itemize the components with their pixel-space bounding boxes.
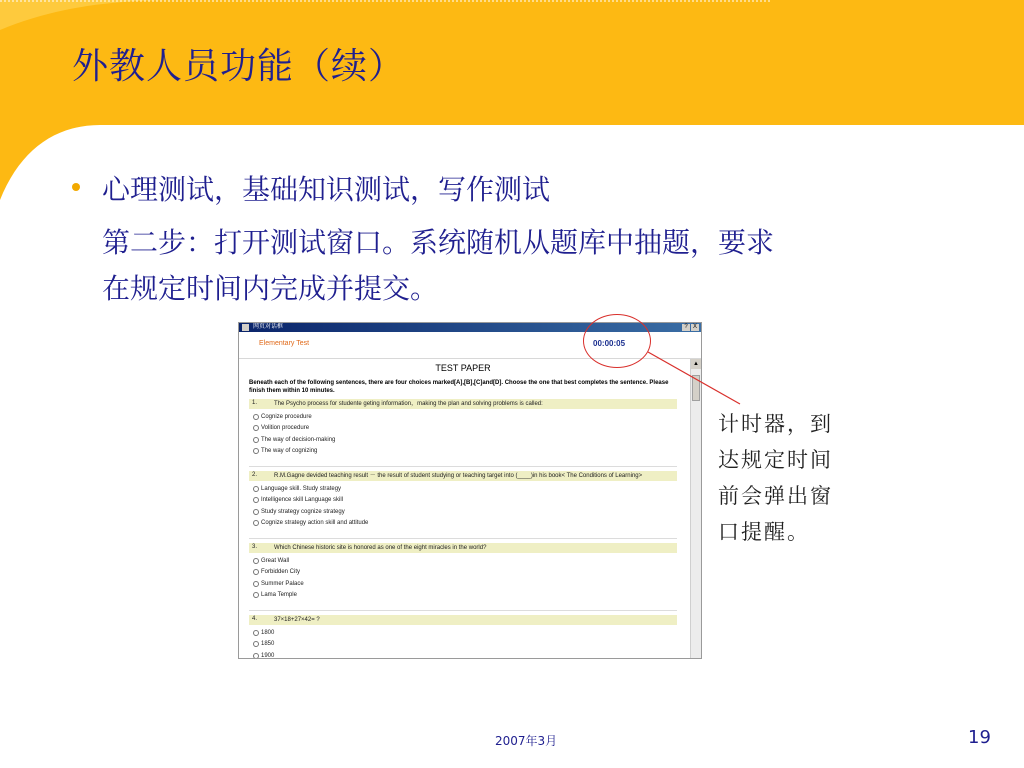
option-label: Forbidden City xyxy=(261,569,301,576)
option-label: The way of cognizing xyxy=(261,448,318,455)
question-number: 4. xyxy=(252,616,258,622)
callout-line: 口提醒。 xyxy=(718,520,810,544)
option-label: Study strategy cognize strategy xyxy=(261,508,345,515)
option-label: Intelligence skill Language skill xyxy=(261,497,344,504)
option-label: Volition procedure xyxy=(261,425,310,432)
test-instructions: Beneath each of the following sentences, there are four choices marked[A],[B],[C]and[D]. Choose the one that best completes the sentence. Please finish them within 10 minutes. xyxy=(249,380,669,394)
option-label: 1800 xyxy=(261,629,275,636)
slide-title: 外教人员功能（续） xyxy=(72,46,406,87)
question-text: 37×18+27×42= ? xyxy=(274,617,320,623)
page-number: 19 xyxy=(968,727,991,748)
timer-display: 00:00:05 xyxy=(593,339,626,348)
bullet-text: 心理测试，基础知识测试，写作测试 xyxy=(102,173,551,206)
window-title: 网页对话框 xyxy=(253,324,284,330)
option-label: Lama Temple xyxy=(261,592,297,599)
option-label: Summer Palace xyxy=(261,580,304,587)
option-label: 1850 xyxy=(261,641,275,648)
question-number: 1. xyxy=(252,400,258,406)
question-number: 3. xyxy=(252,544,258,550)
option-label: 1900 xyxy=(261,652,275,658)
footer-date: 2007年3月 xyxy=(495,734,558,748)
callout-line: 计时器，到 xyxy=(718,412,833,436)
option-label: Great Wall xyxy=(261,557,290,564)
option-label: The way of decision-making xyxy=(261,436,336,443)
question-text: The Psycho process for studente geting information，making the plan and solving problems is called: xyxy=(274,401,543,407)
test-brand: Elementary Test xyxy=(259,340,310,347)
timer-callout xyxy=(718,406,868,550)
callout-line: 达规定时间 xyxy=(718,448,833,472)
question-text: Which Chinese historic site is honored as one of the eight miracles in the world? xyxy=(274,545,487,551)
option-label: Language skill. Study strategy xyxy=(261,485,342,492)
option-label: Cognize procedure xyxy=(261,413,312,420)
question-text: R.M.Gagne devided teaching result － the result of student studying or teaching target into (____)in his book< The Conditions of Learning> xyxy=(274,473,643,479)
callout-line: 前会弹出窗 xyxy=(718,484,833,508)
scroll-up-arrow-icon[interactable]: ▲ xyxy=(691,359,701,369)
paragraph-line: 第二步：打开测试窗口。系统随机从题库中抽题，要求 xyxy=(102,226,775,259)
option-label: Cognize strategy action skill and attitude xyxy=(261,520,369,527)
paragraph-line: 在规定时间内完成并提交。 xyxy=(102,272,439,305)
paper-title: TEST PAPER xyxy=(435,363,491,373)
close-button[interactable]: X xyxy=(692,324,697,330)
help-button[interactable]: ? xyxy=(682,324,690,331)
question-number: 2. xyxy=(252,472,258,478)
